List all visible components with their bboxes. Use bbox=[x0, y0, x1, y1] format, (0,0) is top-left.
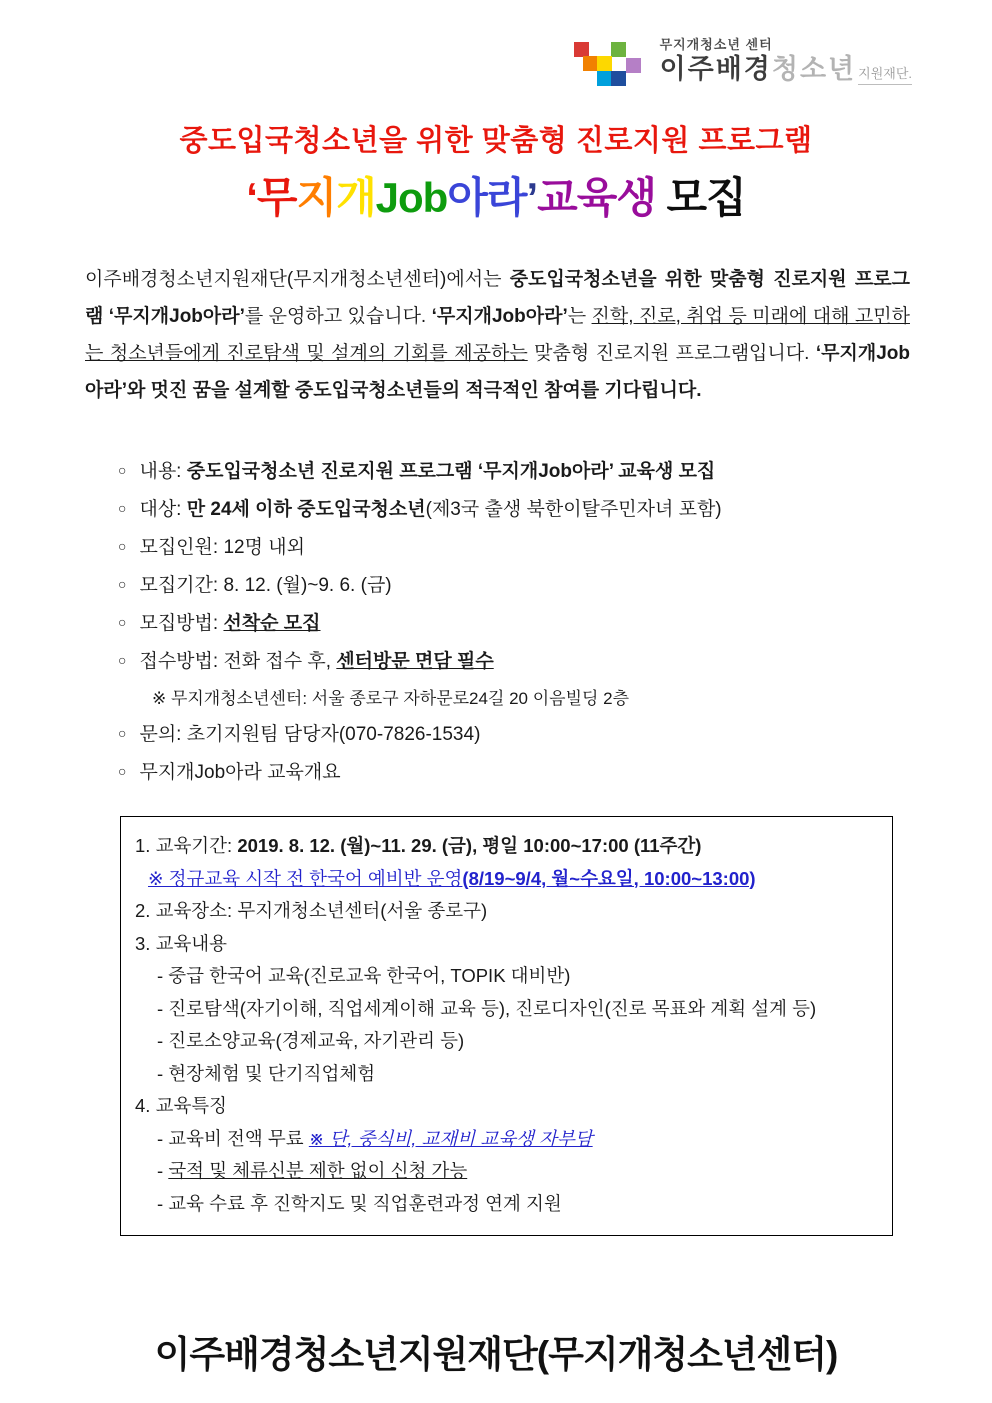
main-title bbox=[0, 165, 992, 225]
intro-seg3: 를 운영하고 있습니다. bbox=[244, 306, 432, 327]
education-overview-box bbox=[120, 816, 893, 1236]
mosaic-cyan-square bbox=[597, 71, 612, 86]
mosaic-red-square bbox=[574, 42, 589, 57]
box-line-korean-class: - 중급 한국어 교육(진로교육 한국어, TOPIK 대비반) bbox=[157, 965, 571, 986]
circle-bullet-icon: ○ bbox=[118, 652, 127, 668]
bullet-apply-label: 접수방법: 전화 접수 후, bbox=[139, 651, 337, 672]
title-seg-ara: 아라 bbox=[447, 174, 527, 221]
intro-seg1: 이주배경청소년지원재단(무지개청소년센터)에서는 bbox=[85, 269, 510, 290]
bullet-content-bold: 중도입국청소년 진로지원 프로그램 ‘무지개Job아라’ 교육생 모집 bbox=[186, 461, 716, 482]
box-line-field-experience: - 현장체험 및 단기직업체험 bbox=[157, 1062, 376, 1084]
intro-seg4: ‘무지개Job아라’ bbox=[431, 306, 568, 327]
box-prep-text: ※ 정규교육 시작 전 한국어 예비반 운영 bbox=[148, 867, 463, 889]
box-period-label: 1. 교육기간: bbox=[135, 835, 238, 856]
box-free-note: ※ 단, 중식비, 교재비 교육생 자부담 bbox=[308, 1127, 593, 1149]
bullet-period-label: 모집기간: 8. 12. (월)~9. 6. (금) bbox=[139, 575, 392, 596]
circle-bullet-icon: ○ bbox=[118, 462, 127, 478]
intro-seg6: 진학, 진로, 취업 등 미래에 대해 고민하는 청소년들에게 진로탐색 및 설계의 기회를 제공하는 bbox=[85, 306, 910, 364]
rainbow-mosaic-icon bbox=[570, 42, 644, 90]
box-line-prep-class bbox=[135, 863, 882, 896]
intro-seg7: 맞춤형 진로지원 프로그램입니다. bbox=[527, 343, 816, 364]
bullet-overview bbox=[118, 754, 922, 792]
title-seg-ji: 지 bbox=[296, 174, 337, 221]
bullet-target-bold: 만 24세 이하 중도입국청소년 bbox=[186, 499, 426, 520]
title-seg-gae: 개 bbox=[336, 174, 376, 221]
bullet-content bbox=[118, 453, 922, 491]
bullet-target-rest: (제3국 출생 북한이탈주민자녀 포함) bbox=[425, 499, 722, 520]
circle-bullet-icon: ○ bbox=[118, 576, 127, 592]
mosaic-navy-square bbox=[611, 71, 626, 86]
box-line-period bbox=[135, 830, 882, 863]
circle-bullet-icon: ○ bbox=[118, 538, 127, 554]
bullet-target bbox=[118, 491, 922, 529]
title-seg-student: 교육생 bbox=[537, 174, 656, 221]
mosaic-orange-square bbox=[583, 56, 598, 71]
logo-text bbox=[660, 38, 912, 83]
box-no-restriction-dash: - bbox=[157, 1160, 169, 1181]
bullet-overview-label: 무지개Job아라 교육개요 bbox=[139, 762, 341, 783]
center-address-note: ※ 무지개청소년센터: 서울 종로구 자하문로24길 20 이음빌딩 2층 bbox=[152, 689, 630, 708]
program-subtitle: 중도입국청소년을 위한 맞춤형 진로지원 프로그램 bbox=[179, 125, 813, 157]
circle-bullet-icon: ○ bbox=[118, 725, 127, 741]
box-line-free-tuition bbox=[135, 1123, 882, 1156]
logo-name-dark: 이주배경 bbox=[659, 53, 772, 84]
bullet-contact bbox=[118, 716, 922, 754]
circle-bullet-icon: ○ bbox=[118, 500, 127, 516]
bullet-method-label: 모집방법: bbox=[139, 613, 224, 634]
footer-organization-title: 이주배경청소년지원재단(무지개청소년센터) bbox=[154, 1334, 838, 1375]
logo-center-label: 무지개청소년 센터 bbox=[659, 37, 773, 52]
bullet-headcount-label: 모집인원: 12명 내외 bbox=[139, 537, 305, 558]
box-line-career-explore: - 진로탐색(자기이해, 직업세계이해 교육 등), 진로디자인(진로 목표와 계획 설계 등) bbox=[157, 997, 817, 1019]
mosaic-yellow-square bbox=[597, 56, 612, 71]
intro-seg2: 중도입국청소년을 위한 맞춤형 진로지원 프로그램 ‘무지개Job아라’ bbox=[85, 269, 910, 327]
foundation-logo bbox=[570, 38, 912, 90]
title-seg-recruit: 모집 bbox=[655, 174, 746, 221]
bullet-headcount bbox=[118, 529, 922, 567]
bullet-content-label: 내용: bbox=[139, 461, 187, 482]
circle-bullet-icon: ○ bbox=[118, 614, 127, 630]
box-free-text: - 교육비 전액 무료 bbox=[157, 1127, 309, 1149]
box-line-location: 2. 교육장소: 무지개청소년센터(서울 종로구) bbox=[135, 900, 488, 921]
bullet-apply-emph: 센터방문 면담 필수 bbox=[336, 651, 494, 672]
bullet-contact-label: 문의: 초기지원팀 담당자(070-7826-1534) bbox=[139, 724, 481, 745]
box-no-restriction-text: 국적 및 체류신분 제한 없이 신청 가능 bbox=[168, 1160, 468, 1181]
title-seg-quote: ’ bbox=[526, 174, 538, 221]
bullet-method-emph: 선착순 모집 bbox=[223, 613, 321, 634]
mosaic-green-square bbox=[611, 42, 626, 57]
box-line-contents-header: 3. 교육내용 bbox=[135, 932, 228, 954]
box-prep-schedule: (8/19~9/4, 월~수요일, 10:00~13:00) bbox=[462, 867, 756, 889]
box-line-followup-support: - 교육 수료 후 진학지도 및 직업훈련과정 연계 지원 bbox=[157, 1192, 562, 1214]
bullet-period bbox=[118, 567, 922, 605]
box-line-career-literacy: - 진로소양교육(경제교육, 자기관리 등) bbox=[157, 1030, 465, 1051]
intro-seg8: ‘무지개Job아라’와 멋진 꿈을 설계할 중도입국청소년들의 적극적인 참여를 기다립니다. bbox=[85, 343, 910, 401]
intro-paragraph bbox=[85, 261, 910, 409]
logo-suffix: 지원재단. bbox=[858, 66, 912, 85]
title-seg-job: Job bbox=[375, 174, 448, 221]
circle-bullet-icon: ○ bbox=[118, 763, 127, 779]
intro-seg5: 는 bbox=[567, 306, 592, 327]
bullet-method bbox=[118, 605, 922, 643]
logo-name-light: 청소년 bbox=[771, 53, 857, 84]
box-line-features-header: 4. 교육특징 bbox=[135, 1095, 228, 1116]
bullet-apply bbox=[118, 643, 922, 681]
mosaic-purple-square bbox=[626, 58, 641, 73]
bullet-target-label: 대상: bbox=[139, 499, 187, 520]
box-period-dates: 2019. 8. 12. (월)~11. 29. (금), 평일 10:00~17:00 (11주간) bbox=[237, 835, 702, 856]
box-line-no-restriction bbox=[135, 1155, 882, 1188]
title-seg-mu: ‘무 bbox=[246, 174, 297, 221]
bullet-list bbox=[118, 453, 922, 792]
